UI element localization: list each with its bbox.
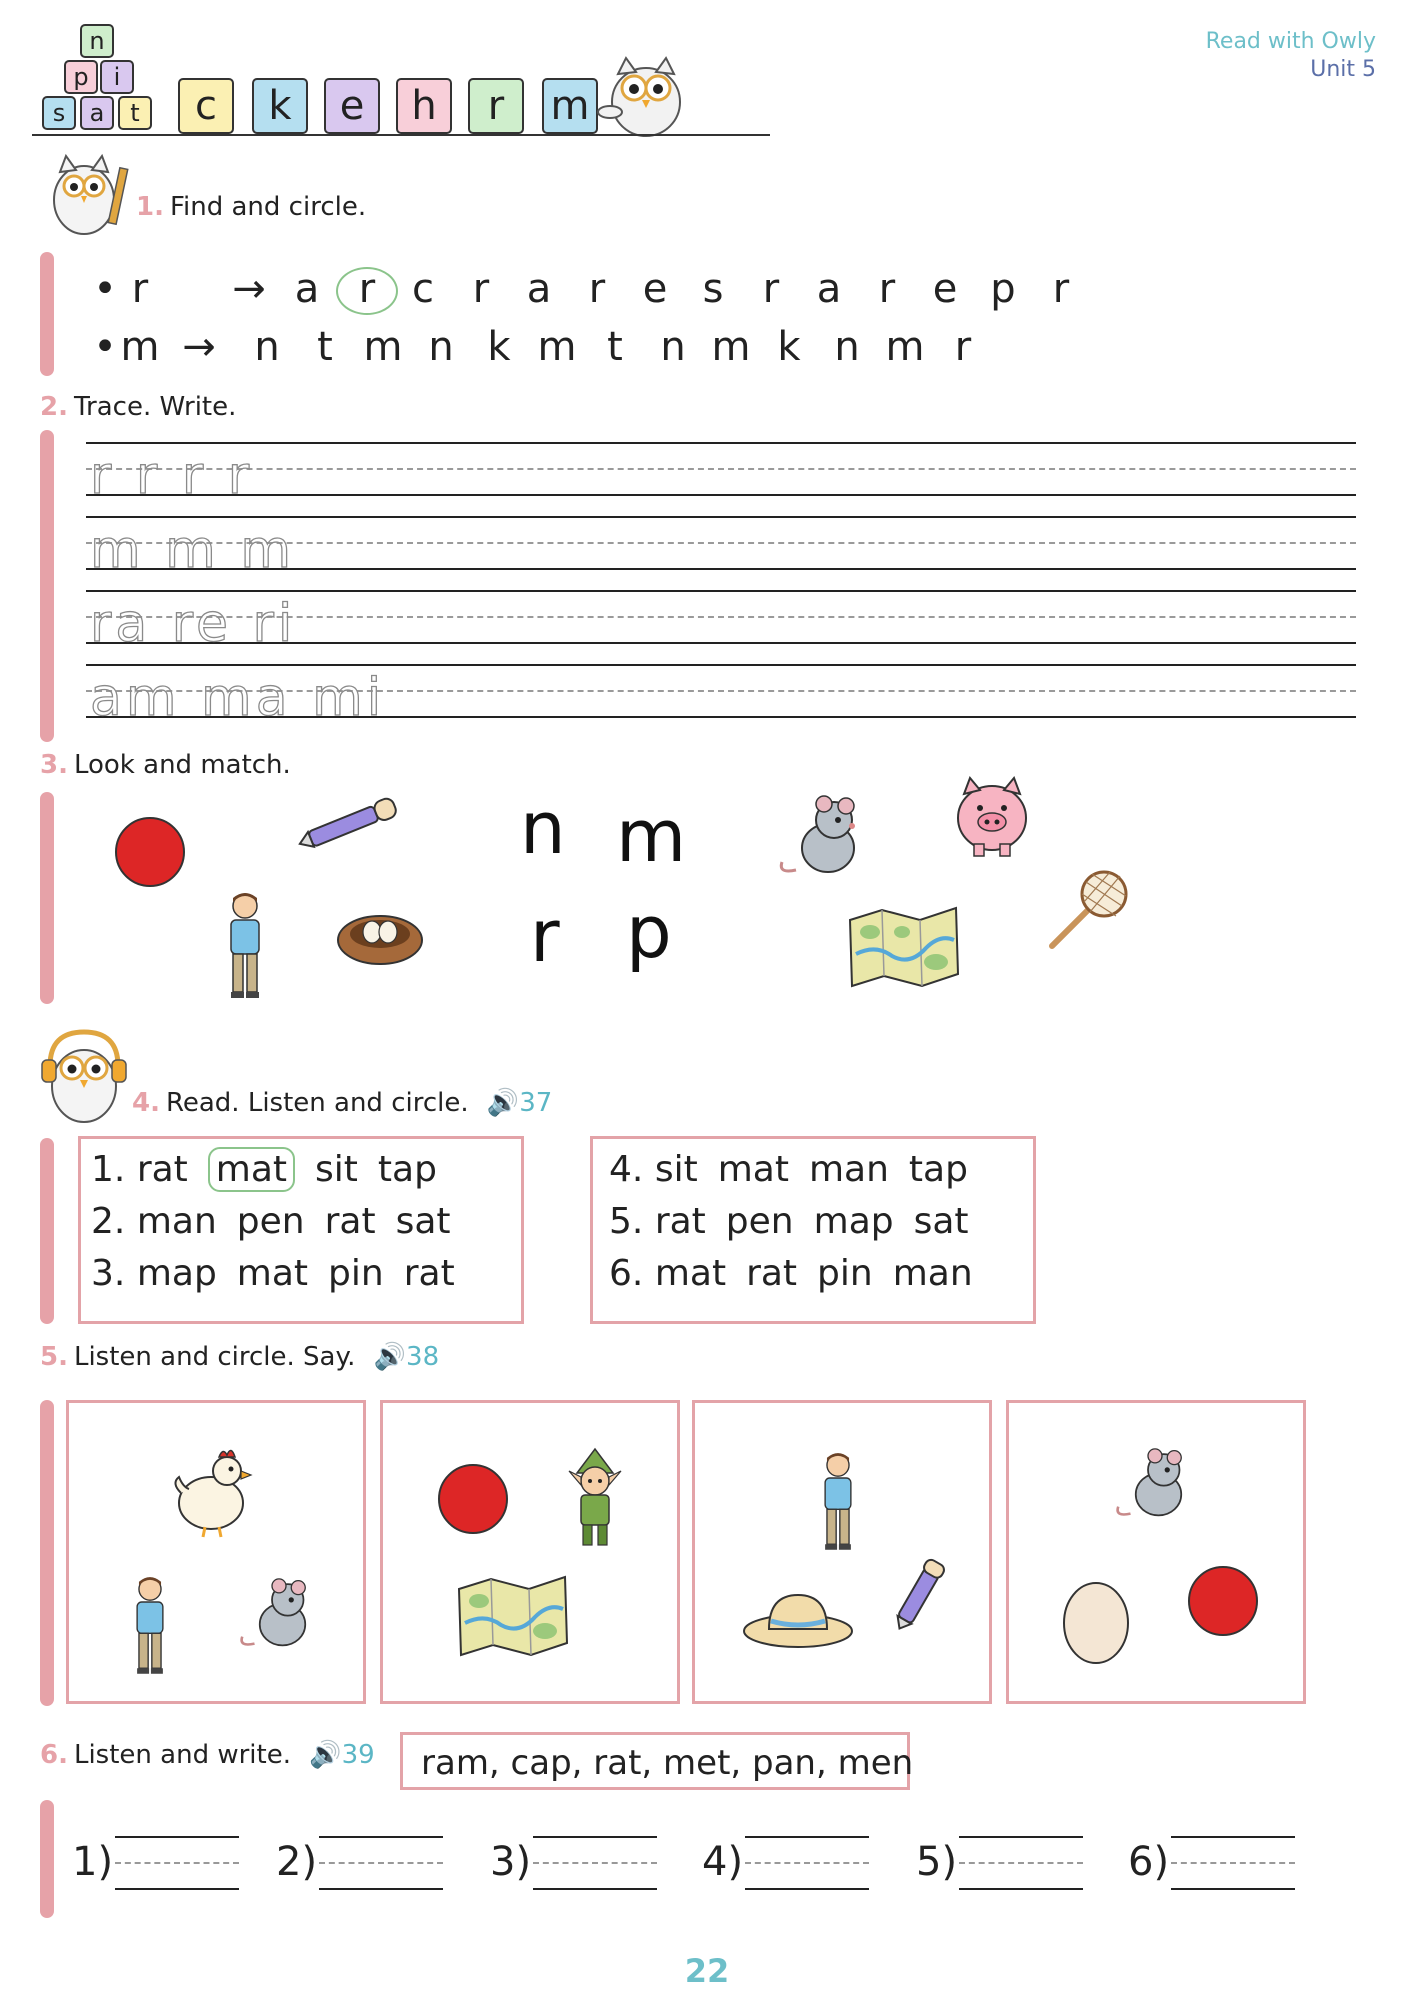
match-letter-p[interactable]: p (626, 890, 672, 974)
word-circled[interactable]: mat (208, 1147, 295, 1192)
letter[interactable]: n (834, 324, 860, 370)
letter[interactable]: r (472, 266, 490, 312)
map-icon[interactable] (455, 1573, 571, 1659)
letter[interactable]: e (642, 266, 668, 312)
brand-unit: Unit 5 (1310, 57, 1376, 82)
red-ball-icon[interactable] (1185, 1563, 1261, 1639)
sec5-title: 5. Listen and circle. Say. 🔊38 (40, 1342, 440, 1372)
nest-icon[interactable] (334, 906, 426, 970)
man-icon[interactable] (127, 1573, 173, 1677)
sec1-row2: •m → n t m n k m t n m k n m r (90, 324, 992, 370)
sec5-box-1 (66, 1400, 366, 1704)
trace-text: m m m (90, 520, 296, 580)
header-rule (32, 134, 770, 136)
word[interactable]: pen (236, 1201, 305, 1242)
audio-icon[interactable]: 🔊 (309, 1740, 342, 1770)
brand (1206, 28, 1376, 84)
sec4-box-right (590, 1136, 1036, 1324)
sec2-title: 2. Trace. Write. (40, 392, 237, 422)
sec5-bar (40, 1400, 54, 1706)
word[interactable]: rat (324, 1201, 376, 1242)
tile-h: h (396, 78, 452, 134)
audio-icon[interactable]: 🔊 (373, 1342, 407, 1372)
sec4-line-1: 1. rat mat sit tap (91, 1149, 437, 1190)
answer-2[interactable]: 2) (276, 1836, 443, 1892)
word[interactable]: pin (817, 1253, 873, 1294)
letter[interactable]: p (990, 266, 1016, 312)
rat-icon[interactable] (776, 790, 872, 880)
sec1-row1: • r → a r c r a r e s r a r e p r (90, 266, 1090, 315)
pen-icon[interactable] (294, 794, 404, 854)
letter[interactable]: r (762, 266, 780, 312)
letter[interactable]: t (317, 324, 333, 370)
letter[interactable]: r (588, 266, 606, 312)
trace-text: am ma mi (90, 668, 386, 728)
word[interactable]: rat (136, 1149, 188, 1190)
sec4-title: 4. Read. Listen and circle. 🔊37 (132, 1088, 553, 1118)
word[interactable]: sit (654, 1149, 698, 1190)
red-ball-icon[interactable] (435, 1461, 511, 1537)
word[interactable]: man (136, 1201, 217, 1242)
letter[interactable]: s (702, 266, 724, 312)
audio-track: 39 (341, 1740, 375, 1770)
sec3-bar (40, 792, 54, 1004)
audio-track: 38 (406, 1342, 440, 1372)
word[interactable]: pen (725, 1201, 794, 1242)
owl-mascot-icon (596, 50, 696, 140)
tile-k: k (252, 78, 308, 134)
letter[interactable]: k (777, 324, 801, 370)
sec3-title: 3. Look and match. (40, 750, 291, 780)
letter[interactable]: n (660, 324, 686, 370)
tile-n: n (80, 24, 114, 58)
map-icon[interactable] (846, 904, 962, 990)
letter[interactable]: m (363, 324, 403, 370)
sec4-line-3: 3. map mat pin rat (91, 1253, 455, 1294)
pig-icon[interactable] (952, 774, 1032, 858)
answer-1[interactable]: 1) (72, 1836, 239, 1892)
word[interactable]: rat (403, 1253, 455, 1294)
answer-6[interactable]: 6) (1128, 1836, 1295, 1892)
tile-t: t (118, 96, 152, 130)
tile-e: e (324, 78, 380, 134)
word[interactable]: rat (746, 1253, 798, 1294)
page-number: 22 (684, 1952, 730, 1990)
brand-title: Read with Owly (1205, 29, 1376, 54)
letter[interactable]: r (954, 324, 972, 370)
tile-r: r (468, 78, 524, 134)
word[interactable]: sit (315, 1149, 358, 1190)
net-icon[interactable] (1046, 868, 1130, 952)
word[interactable]: man (808, 1149, 889, 1190)
owl-pencil-icon (44, 150, 134, 240)
match-letter-m[interactable]: m (616, 794, 687, 878)
hen-icon[interactable] (169, 1443, 253, 1539)
word[interactable]: tap (908, 1149, 968, 1190)
word[interactable]: mat (236, 1253, 309, 1294)
audio-icon[interactable]: 🔊 (486, 1088, 520, 1118)
sec2-bar (40, 430, 54, 742)
trace-text: r r r r (90, 446, 254, 506)
word[interactable]: sat (913, 1201, 969, 1242)
tile-a: a (80, 96, 114, 130)
word[interactable]: sat (395, 1201, 451, 1242)
word[interactable]: map (813, 1201, 894, 1242)
letter[interactable]: m (711, 324, 751, 370)
trace-text: ra re ri (90, 594, 297, 654)
sec4-line-5: 5. rat pen map sat (609, 1201, 969, 1242)
sec5-box-4 (1006, 1400, 1306, 1704)
man-icon[interactable] (220, 890, 270, 1000)
rat-icon[interactable] (1113, 1443, 1197, 1523)
letter[interactable]: r (878, 266, 896, 312)
word[interactable]: rat (654, 1201, 706, 1242)
letter-circled[interactable]: r (336, 266, 394, 315)
letter[interactable]: n (254, 324, 280, 370)
tile-i: i (100, 60, 134, 94)
tile-m: m (542, 78, 598, 134)
sec4-line-2: 2. man pen rat sat (91, 1201, 451, 1242)
answer-4[interactable]: 4) (702, 1836, 869, 1892)
letter[interactable]: k (487, 324, 511, 370)
audio-track: 37 (519, 1088, 553, 1118)
letter[interactable]: a (816, 266, 842, 312)
sec4-line-6: 6. mat rat pin man (609, 1253, 973, 1294)
answer-5[interactable]: 5) (916, 1836, 1083, 1892)
word[interactable]: man (892, 1253, 973, 1294)
letter[interactable]: t (607, 324, 623, 370)
match-letter-n[interactable]: n (520, 786, 566, 870)
sec1-bar (40, 252, 54, 376)
word[interactable]: pin (328, 1253, 384, 1294)
letter[interactable]: a (294, 266, 320, 312)
man-icon[interactable] (815, 1449, 861, 1553)
sec5-box-2 (380, 1400, 680, 1704)
letter[interactable]: a (526, 266, 552, 312)
hat-icon[interactable] (741, 1587, 855, 1651)
word[interactable]: map (136, 1253, 217, 1294)
word[interactable]: tap (377, 1149, 437, 1190)
word[interactable]: mat (654, 1253, 727, 1294)
sec4-box-left (78, 1136, 524, 1324)
letter[interactable]: m (885, 324, 925, 370)
sec6-wordbank: ram, cap, rat, met, pan, men (400, 1732, 910, 1790)
red-ball-icon[interactable] (112, 814, 188, 890)
pen-icon[interactable] (885, 1543, 955, 1643)
rat-icon[interactable] (237, 1573, 321, 1653)
tile-c: c (178, 78, 234, 134)
tile-s: s (42, 96, 76, 130)
letter[interactable]: e (932, 266, 958, 312)
sec5-box-3 (692, 1400, 992, 1704)
sec4-bar (40, 1138, 54, 1324)
elf-icon[interactable] (563, 1447, 627, 1551)
sec6-title: 6. Listen and write. 🔊39 (40, 1740, 375, 1770)
owl-headphones-icon (36, 1026, 132, 1126)
word[interactable]: mat (717, 1149, 789, 1190)
letter[interactable]: c (412, 266, 434, 312)
sec1-title: 1. Find and circle. (136, 192, 367, 222)
answer-3[interactable]: 3) (490, 1836, 657, 1892)
sec6-bar (40, 1800, 54, 1918)
sec4-line-4: 4. sit mat man tap (609, 1149, 968, 1190)
letter[interactable]: n (428, 324, 454, 370)
tile-p: p (64, 60, 98, 94)
letter[interactable]: r (1052, 266, 1070, 312)
match-letter-r[interactable]: r (530, 894, 560, 978)
letter[interactable]: m (537, 324, 577, 370)
egg-icon[interactable] (1059, 1571, 1133, 1667)
